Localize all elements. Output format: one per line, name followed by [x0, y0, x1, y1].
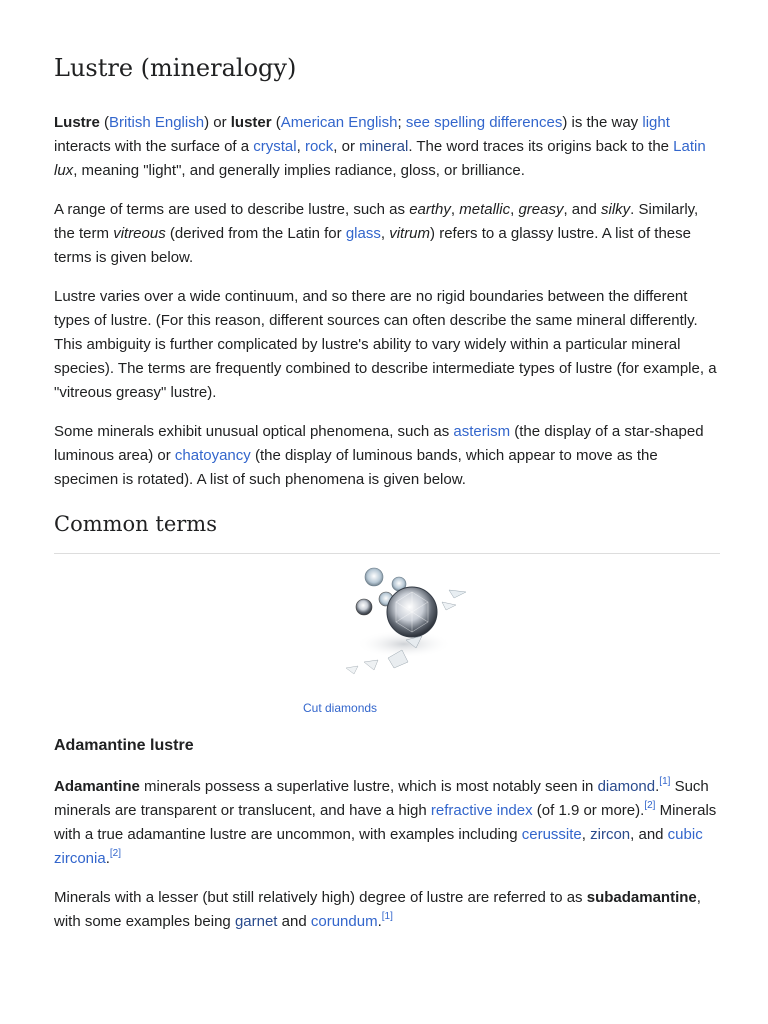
link-american-english[interactable]: American English [280, 114, 398, 131]
term-subadamantine: subadamantine [586, 889, 697, 906]
link-diamond[interactable]: diamond [597, 778, 656, 795]
section-divider [54, 553, 720, 554]
link-chatoyancy[interactable]: chatoyancy [174, 447, 251, 464]
link-cubic-zirconia[interactable]: cubic zirconia [54, 826, 703, 867]
link-asterism[interactable]: asterism [453, 423, 511, 440]
term-adamantine: Adamantine [54, 778, 140, 795]
link-rock[interactable]: rock [304, 138, 334, 155]
section-heading-common-terms: Common terms [54, 512, 217, 536]
citation-2b[interactable]: [2] [109, 848, 121, 859]
term-luster: luster [230, 114, 272, 131]
citation-1[interactable]: [1] [659, 776, 671, 787]
adamantine-paragraph-2: Minerals with a lesser (but still relatively high) degree of lustre are referred to as subadamantine, with some examples being garnet and corundum.[1] [54, 889, 701, 930]
link-latin[interactable]: Latin [673, 138, 706, 155]
intro-paragraph-2: A range of terms are used to describe lustre, such as earthy, metallic, greasy, and silky. Similarly, the term vitreous (derived from the Latin for glass, vitrum) refers to a glassy lustre. A list of these terms is given below. [54, 201, 699, 266]
term-vitrum: vitrum [389, 225, 431, 242]
term-metallic: metallic [459, 201, 511, 218]
link-mineral[interactable]: mineral [359, 138, 409, 155]
link-crystal[interactable]: crystal [253, 138, 297, 155]
term-earthy: earthy [409, 201, 451, 218]
link-spelling-differences[interactable]: see spelling differences [405, 114, 563, 131]
adamantine-paragraph-1: Adamantine minerals possess a superlative lustre, which is most notably seen in diamond.[1] Such minerals are transparent or translucent, and have a high refractive index (of 1.9 or more).[2] Minerals with a true adamantine lustre are uncommon, with examples including cerussite, zircon, and cubic zirconia.[2] [54, 776, 717, 867]
link-glass[interactable]: glass [345, 225, 381, 242]
link-corundum[interactable]: corundum [310, 913, 378, 930]
link-zircon[interactable]: zircon [590, 826, 631, 843]
citation-1b[interactable]: [1] [381, 911, 393, 922]
citation-2[interactable]: [2] [644, 800, 656, 811]
link-light[interactable]: light [642, 114, 670, 131]
link-cerussite[interactable]: cerussite [521, 826, 582, 843]
term-greasy: greasy [518, 201, 564, 218]
term-lustre: Lustre [54, 114, 100, 131]
link-refractive-index[interactable]: refractive index [430, 802, 533, 819]
link-british-english[interactable]: British English [109, 114, 205, 131]
term-vitreous: vitreous [113, 225, 166, 242]
subheading-adamantine-lustre: Adamantine lustre [54, 737, 194, 754]
intro-paragraph-1: Lustre (British English) or luster (American English; see spelling differences) is the way light interacts with the surface of a crystal, rock, or mineral. The word traces its origins back to the Latin lux, meaning "light", and generally implies radiance, gloss, or brilliance. [54, 114, 706, 179]
intro-paragraph-4: Some minerals exhibit unusual optical phenomena, such as asterism (the display of a star-shaped luminous area) or chatoyancy (the display of luminous bands, which appear to move as the specimen is rotated). A list of such phenomena is given below. [54, 423, 704, 488]
figure-cut-diamonds[interactable] [304, 562, 470, 688]
figure-caption[interactable]: Cut diamonds [303, 701, 378, 715]
link-garnet[interactable]: garnet [234, 913, 278, 930]
term-silky: silky [601, 201, 631, 218]
word-lux: lux [54, 162, 74, 179]
page-title: Lustre (mineralogy) [54, 54, 297, 82]
cut-diamonds-image [304, 562, 470, 688]
intro-paragraph-3: Lustre varies over a wide continuum, and so there are no rigid boundaries between the different types of lustre. (For this reason, different sources can often describe the same mineral differently. This ambiguity is further complicated by lustre's ability to vary widely within a particular mineral species). The terms are frequently combined to describe intermediate types of lustre (for example, a "vitreous greasy" lustre). [54, 288, 717, 401]
